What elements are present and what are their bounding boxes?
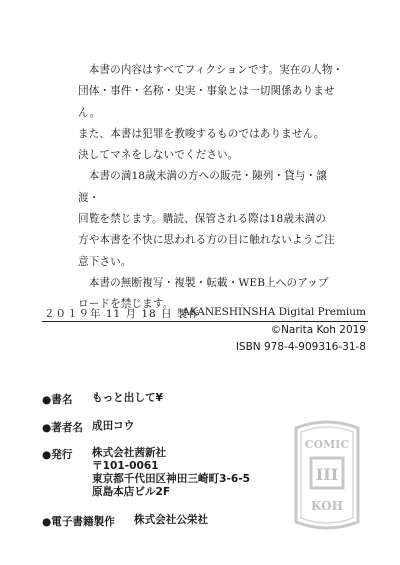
- divider-rule: [42, 321, 368, 322]
- publisher-block: [92, 447, 250, 499]
- publisher-brand: AKANESHINSHA Digital Premium: [182, 306, 366, 318]
- copy-prohibition-notice: 本書の無断複写・複製・転載・WEB上へのアップ ロードを禁じます。: [78, 276, 329, 311]
- logo-top-text: COMIC: [304, 438, 350, 451]
- publisher-address-line1: 東京都千代田区神田三崎町3-6-5: [92, 473, 251, 485]
- author-label: ●著者名: [42, 422, 84, 434]
- copyright-line: ©Narita Koh 2019: [270, 324, 366, 336]
- publisher-address-line2: 原島本店ビル2F: [92, 486, 171, 498]
- publisher-postal-code: 〒101-0061: [92, 460, 159, 472]
- comic-koh-logo: [290, 418, 364, 533]
- publisher-name: 株式会社茜新社: [92, 447, 167, 459]
- ebook-label: ●電子書籍製作: [42, 516, 115, 528]
- ebook-value: 株式会社公栄社: [134, 514, 209, 526]
- fiction-disclaimer: 本書の内容はすべてフィクションです。実在の人物・ 団体・事件・名称・史実・事象とは一切関係ありません。 また、本書は犯罪を教唆するものではありません。 決してマネをしないでください。: [78, 64, 344, 162]
- logo-bottom-text: KOH: [311, 499, 343, 513]
- logo-center-mark: III: [315, 465, 339, 484]
- age-restriction-notice: 本書の満18歳未満の方への販売・陳列・貸与・譲渡・ 回覧を禁じます。購読、保管される際は18歳未満の 方や本書を不快に思われる方の目に触れないようご注 意下さい。: [78, 170, 335, 268]
- title-value: もっと出して¥: [92, 392, 163, 404]
- title-label: ●書名: [42, 394, 73, 406]
- disclaimer-notice: [78, 60, 346, 316]
- production-date: ２０１９年 11 月 18 日 製作: [44, 308, 200, 320]
- publisher-label: ●発行: [42, 449, 73, 461]
- author-value: 成田コウ: [92, 420, 135, 432]
- isbn-line: ISBN 978-4-909316-31-8: [235, 341, 366, 353]
